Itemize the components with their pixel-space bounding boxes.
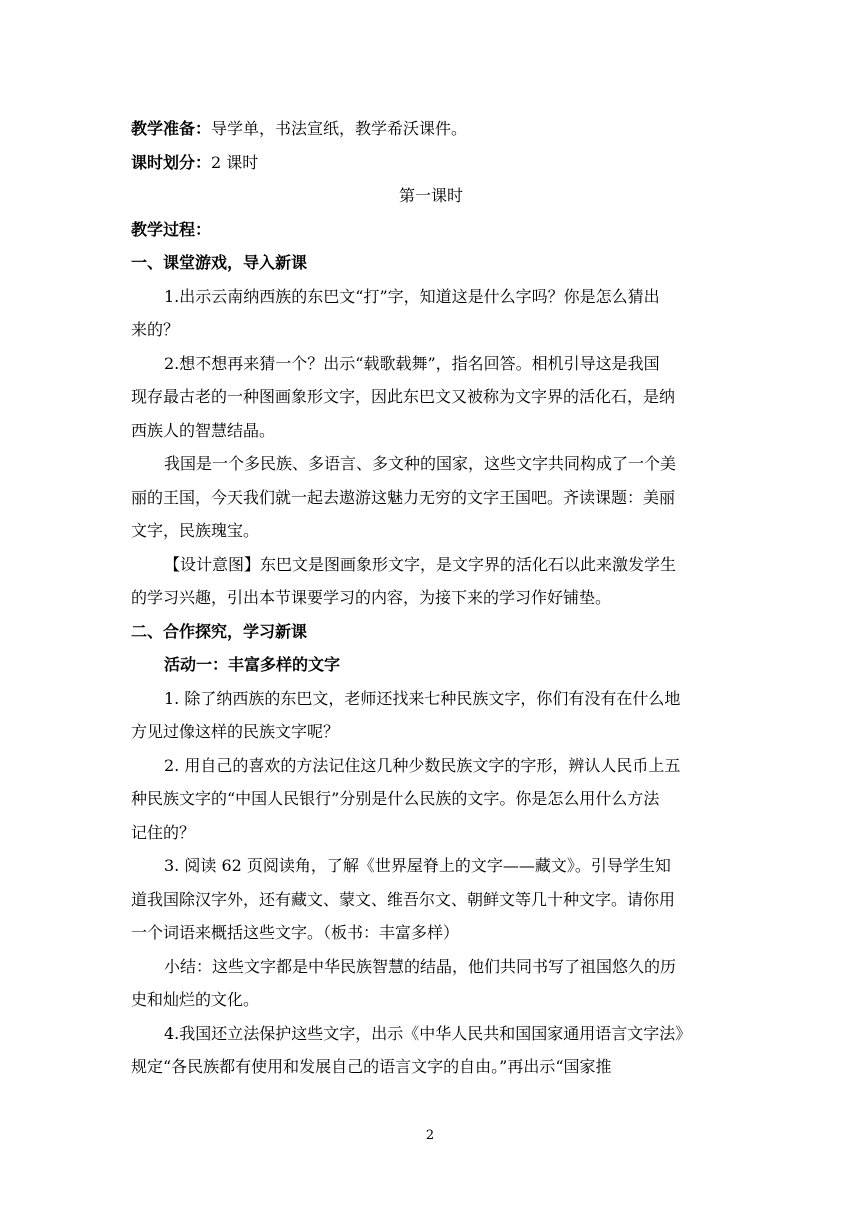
paragraph-line: 来的？	[131, 320, 180, 339]
lesson-title: 第一课时	[398, 186, 463, 205]
paragraph-line: 文字，民族瑰宝。	[131, 521, 260, 540]
paragraph-line: 3. 阅读 62 页阅读角，了解《世界屋脊上的文字——藏文》。引导学生知	[164, 856, 671, 875]
paragraph-line: 西族人的智慧结晶。	[131, 420, 276, 440]
summary-line: 史和灿烂的文化。	[131, 990, 260, 1009]
paragraph-line: 一个词语来概括这些文字。（板书：丰富多样）	[131, 923, 460, 942]
teaching-prep-label: 教学准备：	[131, 119, 212, 138]
paragraph-line: 记住的？	[131, 822, 196, 842]
process-label: 教学过程：	[131, 219, 212, 239]
paragraph-line: 方见过像这样的民族文字呢？	[131, 722, 340, 741]
design-intent-line: 【设计意图】东巴文是图画象形文字，是文字界的活化石以此来激发学生	[164, 554, 677, 574]
page-number: 2	[425, 1128, 435, 1143]
paragraph-line: 4.我国还立法保护这些文字，出示《中华人民共和国国家通用语言文字法》	[164, 1023, 692, 1043]
design-intent-line: 的学习兴趣，引出本节课要学习的内容，为接下来的学习作好铺垫。	[131, 588, 612, 607]
paragraph-line: 丽的王国，今天我们就一起去遨游这魅力无穷的文字王国吧。齐读课题：美丽	[131, 487, 676, 507]
paragraph-line: 道我国除汉字外，还有藏文、蒙文、维吾尔文、朝鲜文等几十种文字。请你用	[131, 889, 676, 909]
class-hours-text: 2 课时	[211, 152, 259, 172]
paragraph-line: 规定“各民族都有使用和发展自己的语言文字的自由。”再出示“国家推	[131, 1057, 612, 1076]
paragraph-line: 我国是一个多民族、多语言、多文种的国家，这些文字共同构成了一个美	[164, 454, 677, 473]
paragraph-line: 现存最古老的一种图画象形文字，因此东巴文又被称为文字界的活化石，是纳	[131, 387, 676, 406]
paragraph-line: 2. 用自己的喜欢的方法记住这几种少数民族文字的字形，辨认人民币上五	[164, 755, 681, 775]
paragraph-line: 2.想不想再来猜一个？出示“载歌载舞”，指名回答。相机引导这是我国	[164, 353, 660, 373]
paragraph-line: 1.出示云南纳西族的东巴文“打”字，知道这是什么字吗？你是怎么猜出	[164, 286, 660, 306]
activity1-heading: 活动一：丰富多样的文字	[164, 655, 341, 674]
teaching-prep	[131, 112, 731, 146]
class-hours	[131, 146, 731, 180]
class-hours-label: 课时划分：	[131, 152, 212, 172]
teaching-prep-text: 导学单，书法宣纸，教学希沃课件。	[211, 119, 468, 138]
section2-heading: 二、合作探究，学习新课	[131, 621, 308, 641]
paragraph-line: 种民族文字的“中国人民银行”分别是什么民族的文字。你是怎么用什么方法	[131, 789, 660, 808]
section1-heading: 一、课堂游戏，导入新课	[131, 253, 308, 272]
paragraph-line: 1. 除了纳西族的东巴文，老师还找来七种民族文字，你们有没有在什么地	[164, 688, 681, 708]
summary-line: 小结：这些文字都是中华民族智慧的结晶，他们共同书写了祖国悠久的历	[164, 956, 677, 976]
document-body	[131, 112, 731, 1084]
